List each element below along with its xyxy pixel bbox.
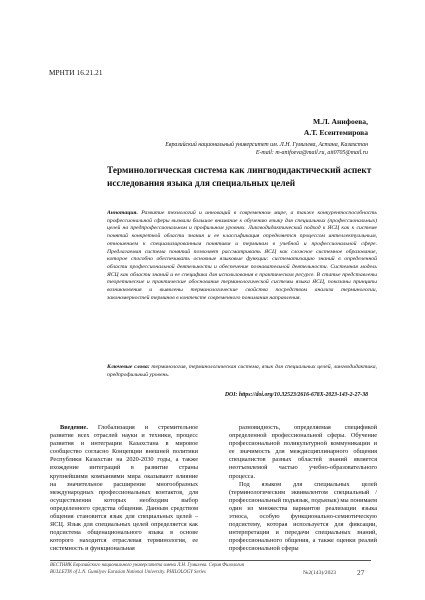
abstract-text: Развитие технологий и инноваций в современном мире, а также конкурентоспособность профессиональной сферы вызвали большое внимание к обучению языку для специальных (профессиональных) целей на предпрофессиональном и профильном уровнях. Лингводидактический подход к ЯСЦ как к системе понятий конкретной области знания и ее классификация определяется процессом интеллектуальным, отношением к специализированным понятиям и терминам в учебной и профессиональной сфере. Предлагаемая система понятий позволяет рассматривать ЯСЦ как сложное системное образование, которое способно обеспечивать основные языковые функции: систематизацию знаний в определенной области профессиональной деятельности и обеспечение познавательной деятельности. Системная модель ЯСЦ как области знаний и ее специфика для использования в практическом ресурсе. В статье представлены теоретические и практические обоснования терминологической системы языка ЯСЦ, показаны принципы возникновения и выявлены терминологические свойства посредством анализа терминологии, закономерностей терминов в контексте современного понимания направления. <box>107 210 378 301</box>
issue-number: №2(143)/2023 <box>303 570 336 576</box>
doi-link[interactable]: DOI: https://doi.org/10.32523/2616-678X-2023-143-2-27-38 <box>224 392 368 398</box>
journal-name-en: BULLETIN of L.N. Gumilyov Eurasian National University. PHILOLOGY Series <box>50 569 206 575</box>
keywords-text: терминология, терминологическая система, язык для специальных целей, лингводидактика, предпрофильный уровень. <box>107 364 378 378</box>
section-heading-introduction: Введение. <box>60 424 88 431</box>
authors-block <box>304 117 368 138</box>
body-column-left <box>50 424 198 554</box>
abstract <box>107 210 377 302</box>
body-paragraph: Введение. Глобализация и стремительное развитие всех отраслей науки и техники, процесс развития и интеграции Казахстана в мировое сообщество согласно Концепции внешней политики Республики Казахстан на 2020-2030 годы, а также вхождение интеграций в развитие страны крупнейшими компаниями мира оказывают влияние на значительное расширение многообразных международных профессиональных контактов, для осуществления которых необходим выбор определенного средства общения. Данным средством общения становится язык для специальных целей – ЯСЦ. Язык для специальных целей определяется как подсистема общенационального языка в основе которого находится отраслевая терминология, ее системность и функциональная <box>50 424 198 553</box>
keywords-label: Ключевые слова: <box>107 364 150 370</box>
footer-divider <box>50 560 371 561</box>
affiliation-university: Евразийский национальный университет им. Л.Н. Гумилева, Астана, Казахстан <box>165 142 368 148</box>
author-name: А.Т. Есентемирова <box>303 127 368 137</box>
journal-name-ru: ВЕСТНИК Евразийского национального университета имени Л.Н. Гумилева. Серия Филология <box>50 563 244 568</box>
affiliation-emails: E-mail: m-anifoeva@mail.ru, ait0705@mail.ru <box>255 150 368 156</box>
keywords <box>107 364 377 379</box>
abstract-label: Аннотация. <box>107 210 138 216</box>
page-number: 27 <box>357 568 365 577</box>
footer-journal <box>50 563 300 576</box>
mrnti-code: МРНТИ 16.21.21 <box>49 69 103 77</box>
affiliation-block <box>118 141 368 157</box>
article-title: Терминологическая система как лингводидактический аспект исследования языка для специальных целей <box>107 166 372 189</box>
body-column-right <box>229 424 377 554</box>
body-paragraph: разновидность, определяемая спецификой определенной профессиональной сферы. Обучение профессиональной поликультурной коммуникации и ее значимость для междисциплинарного общения специалистов разных областей знаний является неотъемлемой частью учебно-образовательного процесса. <box>229 424 377 480</box>
body-paragraph: Под языком для специальных целей (терминологическим эквивалентом специальный / профессиональный подъязык, подъязык) мы понимаем один из множества вариантов реализации языка этноса, особую функционально-семиотическую подсистему, которая используется для фиксации, интерпретации и передачи специальных знаний, профессионального общения, а также оценки реалий профессиональной сферы <box>229 480 377 553</box>
author-name: М.Л. Анифоева, <box>313 117 368 126</box>
